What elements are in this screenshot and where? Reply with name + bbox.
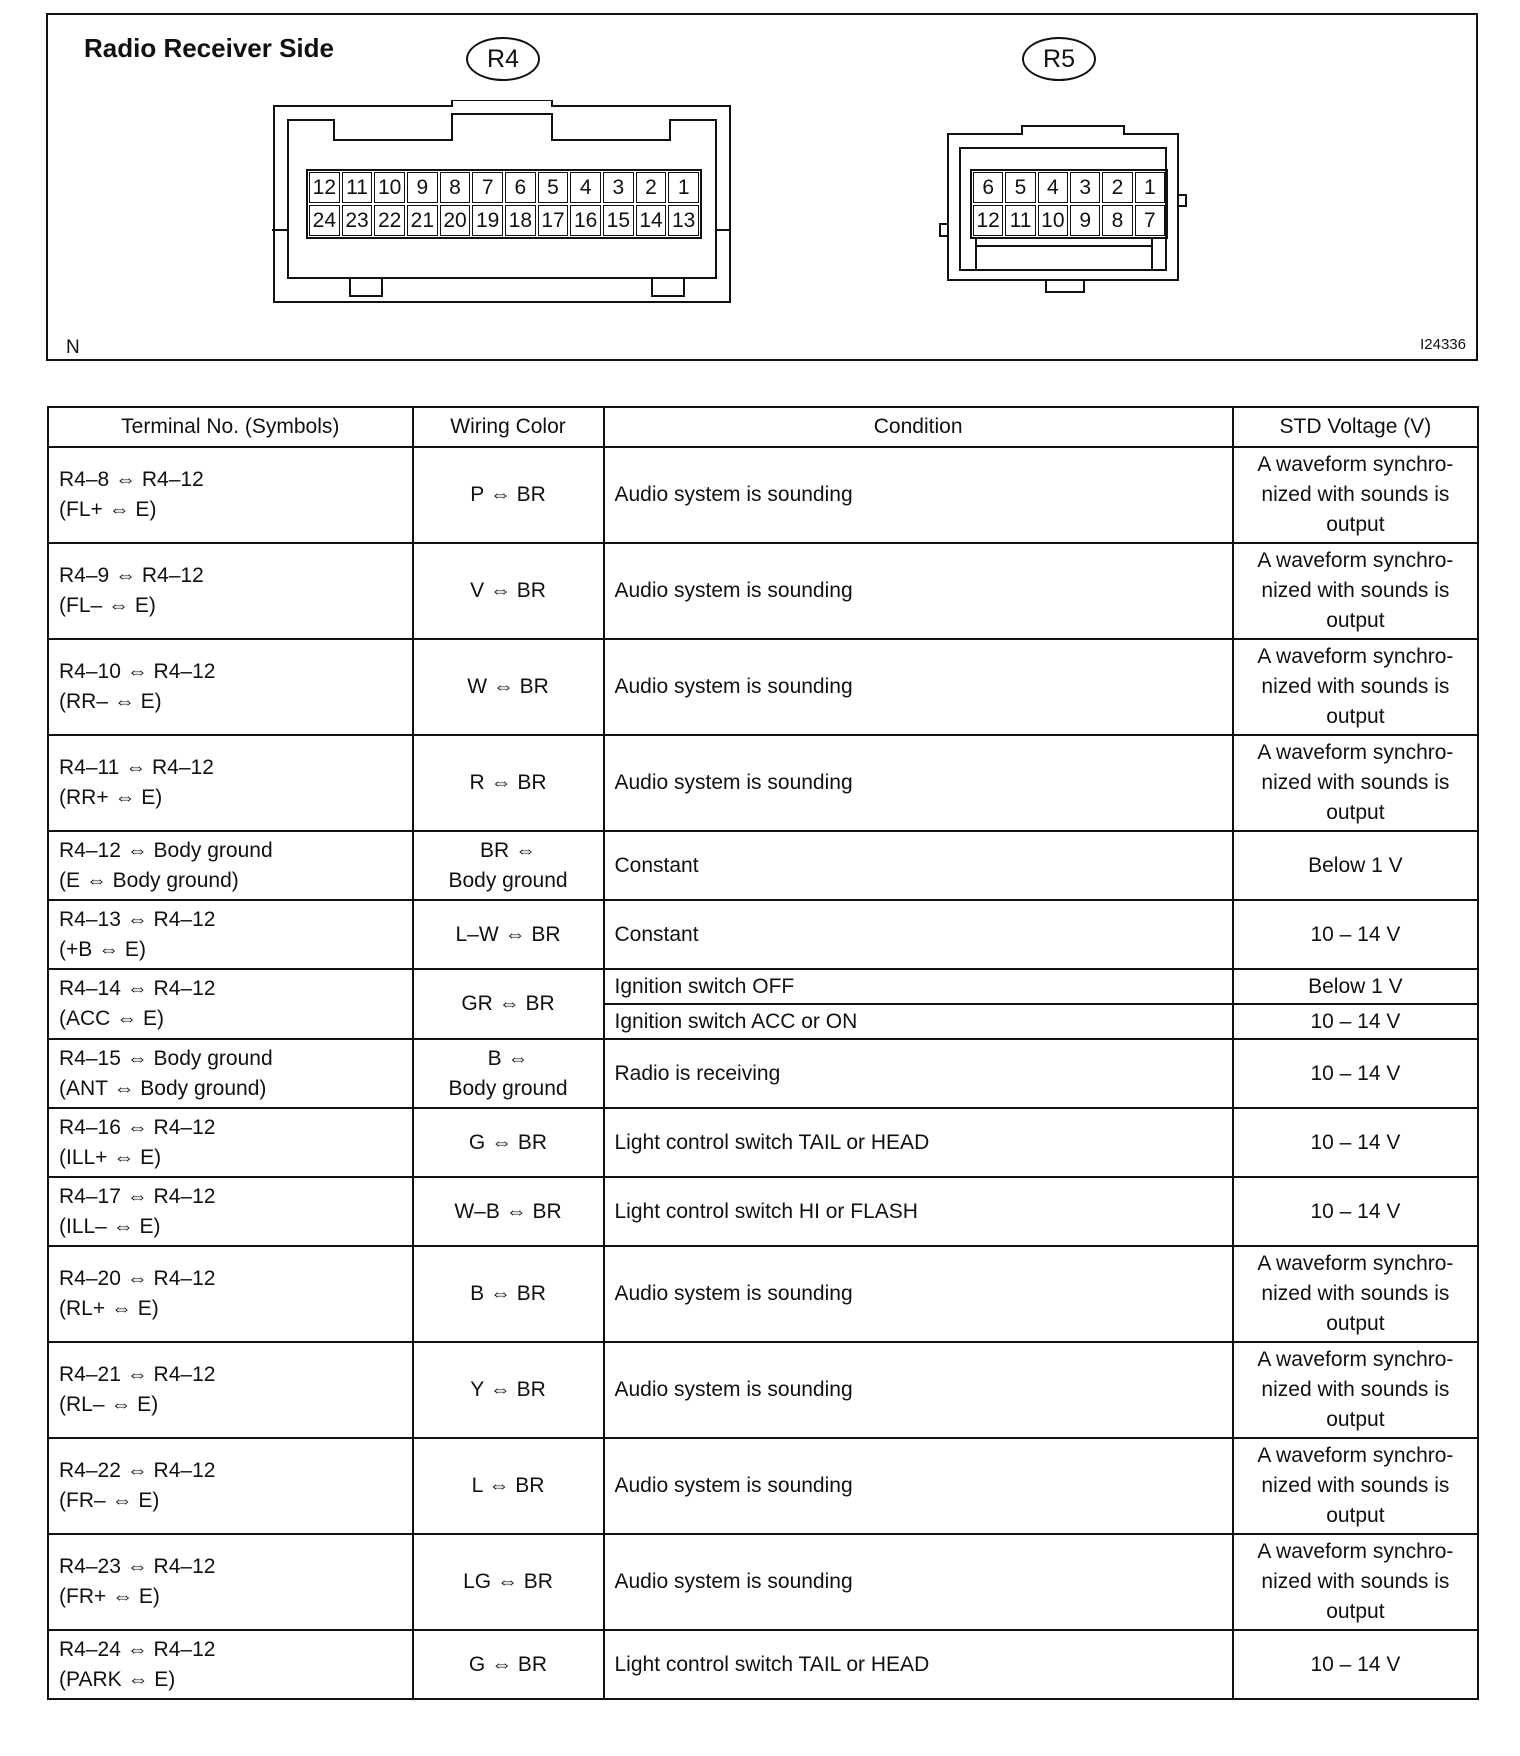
header-std-voltage: STD Voltage (V) [1233, 407, 1478, 447]
std-voltage-line: 10 – 14 V [1310, 922, 1401, 946]
connector-pin: 22 [374, 205, 405, 236]
terminal-cell [48, 1342, 413, 1438]
std-voltage-line: A waveform synchro- [1257, 741, 1454, 764]
std-voltage-line: nized with sounds is [1261, 1474, 1450, 1497]
std-voltage-line: Below 1 V [1308, 853, 1403, 877]
terminal-symbol: (ACC ⇔ E) [59, 1007, 164, 1030]
wiring-color: B ⇔ [487, 1046, 529, 1070]
terminal-symbol: (RL+ ⇔ E) [59, 1297, 159, 1320]
terminal-symbol: (FR+ ⇔ E) [59, 1585, 160, 1608]
std-voltage-line: nized with sounds is [1261, 771, 1450, 794]
std-voltage-cell [1233, 831, 1478, 900]
std-voltage-line: Below 1 V [1308, 974, 1403, 998]
wiring-color: L ⇔ BR [471, 1474, 545, 1497]
terminal-number: R4–15 ⇔ Body ground [59, 1046, 273, 1070]
connector-pin: 8 [1102, 205, 1132, 236]
std-voltage-line: 10 – 14 V [1310, 1130, 1401, 1154]
std-voltage-line: A waveform synchro- [1257, 453, 1454, 476]
terminal-number: R4–9 ⇔ R4–12 [59, 564, 204, 587]
std-voltage-cell [1233, 1039, 1478, 1108]
connector-pin: 24 [309, 205, 340, 236]
std-voltage-cell [1233, 1438, 1478, 1534]
terminal-symbol: (FL+ ⇔ E) [59, 498, 157, 521]
connector-pin: 5 [1005, 172, 1035, 203]
connector-r4-pins [306, 169, 702, 239]
table-row [48, 1108, 1478, 1177]
terminal-number: R4–8 ⇔ R4–12 [59, 468, 204, 491]
std-voltage-cell [1233, 1534, 1478, 1630]
wiring-color-cell [413, 1039, 604, 1108]
connector-pin: 4 [1038, 172, 1068, 203]
terminal-cell [48, 543, 413, 639]
terminal-symbol: (+B ⇔ E) [59, 937, 146, 961]
terminal-cell [48, 1039, 413, 1108]
connector-pin: 21 [407, 205, 438, 236]
terminal-number: R4–11 ⇔ R4–12 [59, 756, 214, 779]
terminal-cell [48, 1177, 413, 1246]
table-row [48, 1534, 1478, 1630]
terminal-number: R4–13 ⇔ R4–12 [59, 907, 216, 931]
std-voltage-line: output [1326, 1312, 1385, 1335]
std-voltage-line: nized with sounds is [1261, 579, 1450, 602]
connector-pin: 11 [342, 172, 373, 203]
connector-pin: 9 [1070, 205, 1100, 236]
wiring-color-continued: Body ground [448, 868, 568, 892]
wiring-color: W–B ⇔ BR [454, 1199, 562, 1223]
std-voltage-line: 10 – 14 V [1310, 1199, 1401, 1223]
terminal-number: R4–24 ⇔ R4–12 [59, 1637, 216, 1661]
terminal-cell [48, 735, 413, 831]
connector-pin: 16 [570, 205, 601, 236]
connector-pin: 12 [309, 172, 340, 203]
figure-id: I24336 [1420, 336, 1466, 353]
std-voltage-line: 10 – 14 V [1310, 1652, 1401, 1676]
terminal-cell [48, 639, 413, 735]
wiring-color-cell [413, 1438, 604, 1534]
wiring-color: Y ⇔ BR [470, 1378, 546, 1401]
wiring-color: LG ⇔ BR [463, 1570, 553, 1593]
table-row [48, 735, 1478, 831]
std-voltage-line: output [1326, 513, 1385, 536]
wiring-color-cell [413, 639, 604, 735]
connector-label-r5: R5 [1022, 37, 1096, 81]
connector-pin: 12 [973, 205, 1003, 236]
terminal-symbol: (ILL+ ⇔ E) [59, 1145, 162, 1169]
wiring-color: R ⇔ BR [469, 771, 547, 794]
std-voltage-cell [1233, 1004, 1478, 1039]
table-row [48, 1342, 1478, 1438]
wiring-color: V ⇔ BR [470, 579, 546, 602]
std-voltage-line: nized with sounds is [1261, 483, 1450, 506]
std-voltage-line: nized with sounds is [1261, 1378, 1450, 1401]
table-row [48, 543, 1478, 639]
condition-cell: Light control switch TAIL or HEAD [604, 1630, 1233, 1699]
std-voltage-line: A waveform synchro- [1257, 1252, 1454, 1275]
wiring-color-cell [413, 1246, 604, 1342]
wiring-color: G ⇔ BR [468, 1130, 548, 1154]
terminal-cell [48, 1534, 413, 1630]
connector-pin: 15 [603, 205, 634, 236]
wiring-color: W ⇔ BR [467, 675, 549, 698]
diagram-title: Radio Receiver Side [84, 33, 334, 63]
connector-pin: 7 [1135, 205, 1165, 236]
connector-r5-pins [970, 169, 1168, 239]
table-row [48, 1177, 1478, 1246]
connector-pin: 14 [636, 205, 667, 236]
terminal-number: R4–14 ⇔ R4–12 [59, 977, 216, 1000]
connector-pin: 11 [1005, 205, 1035, 236]
wiring-color-cell [413, 543, 604, 639]
table-row [48, 969, 1478, 1004]
table-row [48, 1438, 1478, 1534]
terminal-symbol: (RR– ⇔ E) [59, 690, 162, 713]
std-voltage-line: output [1326, 1600, 1385, 1623]
condition-cell: Audio system is sounding [604, 1438, 1233, 1534]
connector-pin: 3 [1070, 172, 1100, 203]
wiring-color-cell [413, 969, 604, 1039]
table-header-row [48, 407, 1478, 447]
condition-cell: Light control switch HI or FLASH [604, 1177, 1233, 1246]
wiring-color-cell [413, 1177, 604, 1246]
std-voltage-cell [1233, 1342, 1478, 1438]
header-terminal: Terminal No. (Symbols) [48, 407, 413, 447]
std-voltage-line: output [1326, 1504, 1385, 1527]
condition-cell: Light control switch TAIL or HEAD [604, 1108, 1233, 1177]
std-voltage-line: output [1326, 705, 1385, 728]
terminal-symbol: (RR+ ⇔ E) [59, 786, 163, 809]
condition-cell: Audio system is sounding [604, 543, 1233, 639]
connector-pin: 23 [342, 205, 373, 236]
wiring-color: L–W ⇔ BR [455, 922, 561, 946]
connector-pin: 9 [407, 172, 438, 203]
table-row [48, 1630, 1478, 1699]
terminal-number: R4–21 ⇔ R4–12 [59, 1363, 216, 1386]
connector-pin: 1 [1135, 172, 1165, 203]
condition-cell: Radio is receiving [604, 1039, 1233, 1108]
connector-pin: 20 [440, 205, 471, 236]
terminal-symbol: (PARK ⇔ E) [59, 1667, 176, 1691]
connector-pin: 1 [668, 172, 699, 203]
connector-pin: 5 [538, 172, 569, 203]
condition-cell: Constant [604, 900, 1233, 969]
std-voltage-line: output [1326, 1408, 1385, 1431]
table-row [48, 639, 1478, 735]
wiring-color: BR ⇔ [480, 838, 537, 862]
condition-cell: Audio system is sounding [604, 1246, 1233, 1342]
connector-pin: 13 [668, 205, 699, 236]
terminal-number: R4–23 ⇔ R4–12 [59, 1555, 216, 1578]
condition-cell: Audio system is sounding [604, 447, 1233, 543]
std-voltage-cell [1233, 735, 1478, 831]
condition-cell: Ignition switch OFF [604, 969, 1233, 1004]
std-voltage-line: A waveform synchro- [1257, 1540, 1454, 1563]
header-condition: Condition [604, 407, 1233, 447]
terminal-symbol: (ILL– ⇔ E) [59, 1214, 161, 1238]
table-body [48, 447, 1478, 1699]
connector-diagram [46, 13, 1478, 361]
std-voltage-line: nized with sounds is [1261, 1282, 1450, 1305]
terminal-number: R4–16 ⇔ R4–12 [59, 1115, 216, 1139]
terminal-cell [48, 447, 413, 543]
connector-pin: 2 [1102, 172, 1132, 203]
connector-pin: 2 [636, 172, 667, 203]
table-row [48, 1246, 1478, 1342]
terminal-cell [48, 1246, 413, 1342]
std-voltage-line: 10 – 14 V [1310, 1061, 1401, 1085]
std-voltage-line: A waveform synchro- [1257, 1348, 1454, 1371]
std-voltage-line: 10 – 14 V [1310, 1009, 1401, 1033]
connector-pin: 10 [374, 172, 405, 203]
table-row [48, 1039, 1478, 1108]
diagram-corner-letter: N [66, 337, 80, 358]
condition-cell: Ignition switch ACC or ON [604, 1004, 1233, 1039]
terminal-symbol: (RL– ⇔ E) [59, 1393, 159, 1416]
wiring-color: B ⇔ BR [470, 1282, 546, 1305]
terminal-cell [48, 831, 413, 900]
condition-cell: Audio system is sounding [604, 1342, 1233, 1438]
std-voltage-cell [1233, 1177, 1478, 1246]
terminal-cell [48, 1630, 413, 1699]
wiring-color: GR ⇔ BR [461, 992, 555, 1015]
terminal-voltage-table [47, 406, 1479, 1700]
wiring-color-cell [413, 1534, 604, 1630]
connector-pin: 17 [538, 205, 569, 236]
std-voltage-line: output [1326, 609, 1385, 632]
std-voltage-line: output [1326, 801, 1385, 824]
terminal-symbol: (E ⇔ Body ground) [59, 868, 239, 892]
connector-pin: 4 [570, 172, 601, 203]
wiring-color-cell [413, 1630, 604, 1699]
std-voltage-cell [1233, 1246, 1478, 1342]
connector-label-r4: R4 [466, 37, 540, 81]
table-row [48, 447, 1478, 543]
condition-cell: Audio system is sounding [604, 1534, 1233, 1630]
table-row [48, 831, 1478, 900]
std-voltage-line: A waveform synchro- [1257, 1444, 1454, 1467]
std-voltage-cell [1233, 1630, 1478, 1699]
terminal-symbol: (ANT ⇔ Body ground) [59, 1076, 267, 1100]
wiring-color-cell [413, 831, 604, 900]
wiring-color: P ⇔ BR [470, 483, 546, 506]
wiring-color-cell [413, 447, 604, 543]
terminal-number: R4–17 ⇔ R4–12 [59, 1184, 216, 1208]
terminal-symbol: (FL– ⇔ E) [59, 594, 156, 617]
wiring-color-cell [413, 735, 604, 831]
std-voltage-line: nized with sounds is [1261, 1570, 1450, 1593]
wiring-color-cell [413, 1342, 604, 1438]
std-voltage-cell [1233, 447, 1478, 543]
terminal-number: R4–10 ⇔ R4–12 [59, 660, 216, 683]
wiring-color-cell [413, 900, 604, 969]
terminal-number: R4–20 ⇔ R4–12 [59, 1267, 216, 1290]
std-voltage-line: A waveform synchro- [1257, 549, 1454, 572]
connector-pin: 7 [472, 172, 503, 203]
terminal-number: R4–12 ⇔ Body ground [59, 838, 273, 862]
connector-pin: 6 [505, 172, 536, 203]
std-voltage-cell [1233, 969, 1478, 1004]
table-row [48, 900, 1478, 969]
terminal-cell [48, 900, 413, 969]
wiring-color-cell [413, 1108, 604, 1177]
condition-cell: Constant [604, 831, 1233, 900]
header-wiring-color: Wiring Color [413, 407, 604, 447]
connector-pin: 10 [1038, 205, 1068, 236]
terminal-cell [48, 1108, 413, 1177]
terminal-number: R4–22 ⇔ R4–12 [59, 1459, 216, 1482]
wiring-color-continued: Body ground [448, 1076, 568, 1100]
terminal-cell [48, 1438, 413, 1534]
std-voltage-cell [1233, 900, 1478, 969]
terminal-symbol: (FR– ⇔ E) [59, 1489, 160, 1512]
connector-pin: 3 [603, 172, 634, 203]
std-voltage-cell [1233, 1108, 1478, 1177]
condition-cell: Audio system is sounding [604, 639, 1233, 735]
connector-pin: 8 [440, 172, 471, 203]
connector-pin: 6 [973, 172, 1003, 203]
connector-pin: 19 [472, 205, 503, 236]
std-voltage-cell [1233, 639, 1478, 735]
condition-cell: Audio system is sounding [604, 735, 1233, 831]
wiring-color: G ⇔ BR [468, 1652, 548, 1676]
std-voltage-line: A waveform synchro- [1257, 645, 1454, 668]
connector-pin: 18 [505, 205, 536, 236]
std-voltage-line: nized with sounds is [1261, 675, 1450, 698]
terminal-cell [48, 969, 413, 1039]
std-voltage-cell [1233, 543, 1478, 639]
